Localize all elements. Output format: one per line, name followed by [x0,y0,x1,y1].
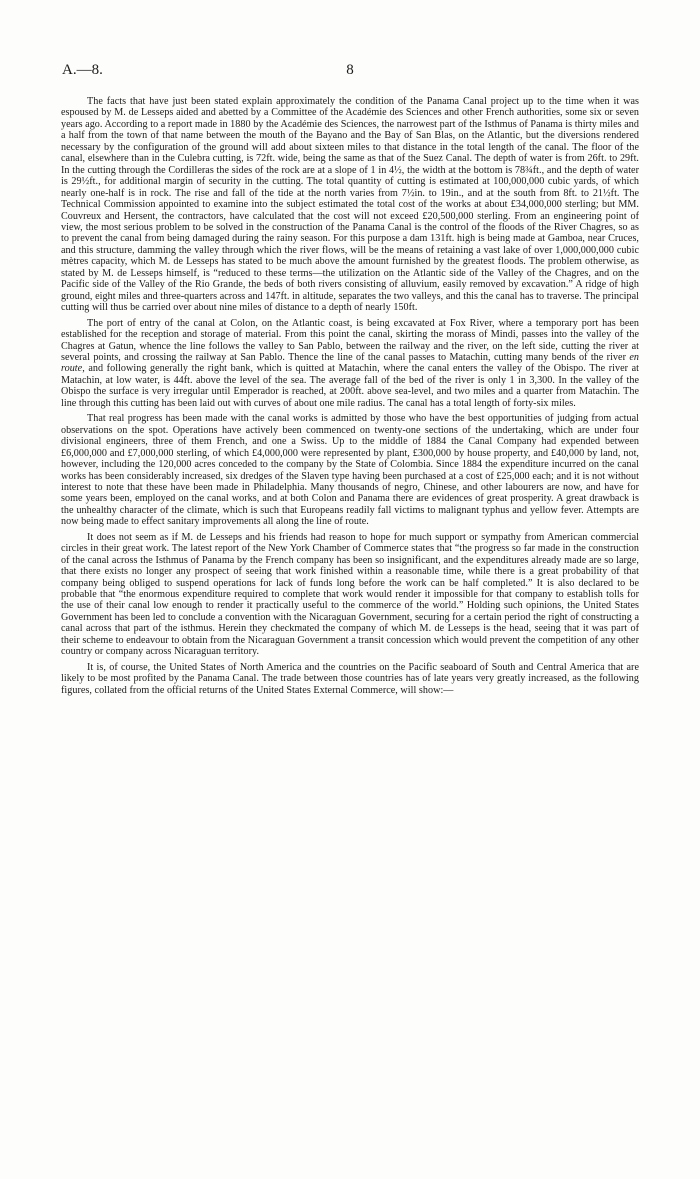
paragraph-text: The facts that have just been stated explain approximately the condition of the Panama Canal project up to the time when it was espoused by M. de Lesseps aided and abetted by a Committee of the Académie des Sciences and other French authorities, some six or seven years ago. According to a report made in 1880 by the Académie des Sciences, the narrowest part of the Isthmus of Panama is thirty miles and a half from the town of that name between the mouth of the Bayano and the Bay of San Blas, on the Atlantic, but the diversions rendered necessary by the configuration of the ground will add about sixteen miles to that distance in the total length of the canal. The floor of the canal, elsewhere than in the Culebra cutting, is 72ft. wide, being the same as that of the Suez Canal. The depth of water is from 26ft. to 29ft. In the cutting through the Cordilleras the sides of the rock are at a slope of 1 in 4½, the width at the bottom is 78¾ft., and the depth of water is 29½ft., for additional margin of security in the cutting. The total quantity of cutting is estimated at 100,000,000 cubic yards, of which nearly one-half is in rock. The rise and fall of the tide at the north varies from 7½in. to 19in., and at the south from 8ft. to 21½ft. The Technical Commission appointed to examine into the subject estimated the total cost of the works at about £34,000,000 sterling; but MM. Couvreux and Hersent, the contractors, have calculated that the cost will not exceed £20,500,000 sterling. From an engineering point of view, the most serious problem to be solved in the construction of the Panama Canal is the control of the floods of the River Chagres, so as to prevent the canal from being damaged during the rainy season. For this purpose a dam 131ft. high is being made at Gamboa, near Cruces, and this structure, damming the valley through which the river flows, will be the means of retaining a vast lake of over 1,000,000,000 cubic mètres capacity, which M. de Lesseps has stated to be much above the amount furnished by the greatest floods. The problem otherwise, as stated by M. de Lesseps himself, is “reduced to these terms—the utilization on the Atlantic side of the Valley of the Chagres, and on the Pacific side of the Valley of the Rio Grande, the beds of both rivers consisting of alluvium, easily removed by excavation.” A ridge of high ground, eight miles and three-quarters across and 147ft. in altitude, separates the two valleys, and this the canal has to traverse. The principal cutting will thus be carried over about nine miles of distance to a depth of nearly 150ft. [61,96,639,314]
body-text [61,96,639,700]
document-reference: A.—8. [62,62,103,78]
paragraph-text: The port of entry of the canal at Colon, on the Atlantic coast, is being excavated at Fox River, where a temporary port has been established for the reception and storage of material. From this point the canal, skirting the morass of Mindi, passes into the valley of the Chagres at Gatun, whence the line follows the valley to San Pablo, between the railway and the river, on the left side, cutting the river at several points, and crossing the railway at San Pablo. Thence the line of the canal passes to Matachin, cutting many bends of the river [61,317,639,363]
paragraph-text: It is, of course, the United States of North America and the countries on the Pacific seaboard of South and Central America that are likely to be most profited by the Panama Canal. The trade between those countries has of late years very greatly increased, as the following figures, collated from the official returns of the United States External Commerce, will show:— [61,661,639,696]
paragraph-3 [61,413,639,528]
paragraph-text: That real progress has been made with the canal works is admitted by those who have the best opportunities of judging from actual observations on the spot. Operations have actively been commenced on twenty-one sections of the undertaking, which are under four divisional engineers, three of them French, and one a Swiss. Up to the middle of 1884 the Canal Company had expended between £6,000,000 and £7,000,000 sterling, of which £4,000,000 were represented by plant, £300,000 by house property, and £40,000 by land, not, however, including the 120,000 acres conceded to the company by the State of Colombia. Since 1884 the expenditure incurred on the canal works has been considerably increased, six dredges of the Slaven type having been purchased at a cost of £25,000 each; and it is not without interest to note that these have been made in Philadelphia. Many thousands of negro, Chinese, and other labourers are now, and have for some years been, employed on the canal works, and at both Colon and Panama there are evidences of great prosperity. A great drawback is the unhealthy character of the climate, which is such that Europeans readily fall victims to malignant typhus and yellow fever. Attempts are now being made to effect sanitary improvements all along the line of route. [61,413,639,528]
paragraph-4 [61,532,639,658]
page-number: 8 [346,62,354,78]
page-header [62,62,638,82]
paragraph-1 [61,96,639,314]
paragraph-2 [61,318,639,410]
italic-phrase: en route [61,351,639,375]
paragraph-text-continued: , and following generally the right bank, which is quitted at Matachin, where the canal enters the valley of the Obispo. The river at Matachin, at low water, is 44ft. above the level of the sea. The average fall of the bed of the river is only 1 in 3,300. In the valley of the Obispo the surface is very irregular until Emperador is reached, at 200ft. above sea-level, and two miles and a quarter from Matachin. The line through this cutting has been laid out with curves of about one mile radius. The canal has a total length of forty-six miles. [61,363,639,409]
paragraph-text: It does not seem as if M. de Lesseps and his friends had reason to hope for much support or sympathy from American commercial circles in their great work. The latest report of the New York Chamber of Commerce states that “the progress so far made in the construction of the canal across the Isthmus of Panama by the French company has been so insignificant, and the expenditures already made are so large, that there exists no longer any prospect of seeing that work finished within a reasonable time, while there is a great probability of that company being obliged to suspend operations for lack of funds long before the work can be half completed.” It is also declared to be probable that “the enormous expenditure required to complete that work would render it impossible for that company to establish tolls for the use of their canal low enough to render it practically useful to the commerce of the world.” Holding such opinions, the United States Government has been led to conclude a convention with the Nicaraguan Government, securing for a certain period the right of constructing a canal across that part of the isthmus. Herein they checkmated the company of which M. de Lesseps is the head, seeing that it was part of their scheme to endeavour to obtain from the Nicaraguan Government a transit concession which would prevent the competition of any other country or company across Nicaraguan territory. [61,531,639,658]
paragraph-5 [61,662,639,696]
